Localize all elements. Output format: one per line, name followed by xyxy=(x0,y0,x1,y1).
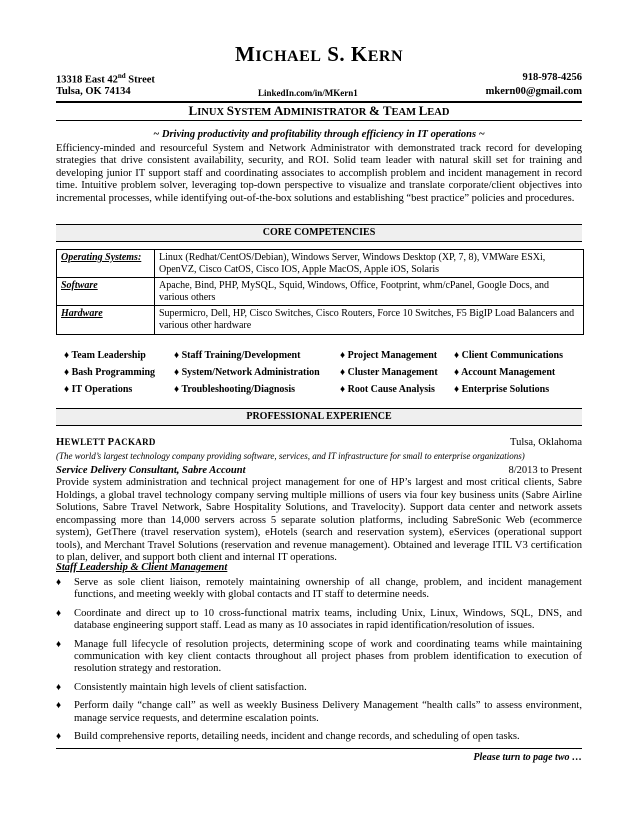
email-link[interactable]: mkern00@gmail.com xyxy=(485,86,582,97)
name-initial: M xyxy=(234,42,256,66)
diamond-bullet-icon: ♦ xyxy=(64,350,70,361)
skill-label: Project Management xyxy=(347,350,438,361)
list-item xyxy=(56,639,582,676)
competency-label: Operating Systems: xyxy=(57,250,155,278)
competency-value: Apache, Bind, PHP, MySQL, Squid, Windows, Office, Footprint, whm/cPanel, Google Docs, and various others xyxy=(155,278,584,306)
title-seg: L xyxy=(418,103,428,118)
skill-label: Account Management xyxy=(461,367,556,378)
table-row xyxy=(57,278,584,306)
list-item xyxy=(56,731,582,743)
title-seg: INUX xyxy=(197,107,227,118)
job-description: Provide system administration and technical project management for one of HP’s largest and most critical clients, Sabre Holdings, a global travel technology company serving multiple millions of users via four key business units (Sabre Airline Solutions, Sabre Travel Network, Sabre Hospitality Solutions, and Travelocity). Support data center and network assets encompassing more than 14,000 servers across 5 separate solution platforms, including SabreSonic Web (ecommerce system), GetThere (travel reservation system), eHotels (search and reservation system), eServices (operational support tools), and Merchant Travel Solutions (reservation and revenue management). Obtained and leverage ITIL V3 certification to plan, deliver, and support both client and internal IT operations. xyxy=(56,477,582,563)
diamond-bullet-icon: ♦ xyxy=(56,577,62,588)
continued-note: Please turn to page two … xyxy=(473,752,582,763)
linkedin-link[interactable]: LinkedIn.com/in/MKern1 xyxy=(258,88,358,98)
diamond-bullet-icon: ♦ xyxy=(174,350,180,361)
phone-number: 918-978-4256 xyxy=(522,72,582,83)
name-first-rest: ICHAEL xyxy=(255,48,322,65)
skill-item xyxy=(454,367,555,378)
name-last-initial: K xyxy=(350,42,368,66)
skill-label: System/Network Administration xyxy=(181,367,320,378)
title-seg: DMINISTRATOR xyxy=(283,107,369,118)
title-divider xyxy=(56,120,582,121)
skill-label: Cluster Management xyxy=(347,367,438,378)
diamond-bullet-icon: ♦ xyxy=(174,367,180,378)
accomplishment-list xyxy=(56,577,582,749)
competency-value: Supermicro, Dell, HP, Cisco Switches, Cisco Routers, Force 10 Switches, F5 BigIP Load Balancers and various other hardware xyxy=(155,306,584,334)
name-middle: S. xyxy=(321,42,351,66)
address-street-number: 13318 East 42 xyxy=(56,74,118,86)
skill-item xyxy=(174,350,300,361)
title-seg: A xyxy=(273,103,284,118)
competency-value: Linux (Redhat/CentOS/Debian), Windows Server, Windows Desktop (XP, 7, 8), VMWare ESXi, OpenVZ, Cisco CatOS, Cisco IOS, Apple MacOS, Apple iOS, Solaris xyxy=(155,250,584,278)
list-item xyxy=(56,608,582,633)
skill-item xyxy=(340,367,438,378)
table-row xyxy=(57,250,584,278)
list-item-text: Perform daily “change call” as well as weekly Business Delivery Management “health calls” to assess environment, manage service requests, and determine escalation points. xyxy=(74,700,582,724)
skill-item xyxy=(64,384,132,395)
title-seg: EAM xyxy=(391,107,419,118)
list-item xyxy=(56,682,582,694)
table-row xyxy=(57,306,584,334)
title-seg: EAD xyxy=(427,107,450,118)
skill-item xyxy=(174,384,295,395)
diamond-bullet-icon: ♦ xyxy=(56,700,62,712)
skill-item xyxy=(174,367,320,378)
list-item-text: Serve as sole client liaison, remotely maintaining ownership of all change, problem, and incident management functions, and meeting weekly with global contacts and IT staff to determine needs. xyxy=(74,577,582,601)
diamond-bullet-icon: ♦ xyxy=(56,607,62,619)
diamond-bullet-icon: ♦ xyxy=(56,681,62,693)
list-item-text: Coordinate and direct up to 10 cross-functional matrix teams, including Unix, Linux, Windows, SQL, DNS, and database engineering support staff. Lead as many as 10 associates in rapid identification/resolution of issues. xyxy=(74,607,582,632)
skill-label: Root Cause Analysis xyxy=(347,384,435,395)
title-seg: YSTEM xyxy=(233,107,274,118)
candidate-name xyxy=(0,42,638,67)
job-dates: 8/2013 to Present xyxy=(508,465,582,476)
diamond-bullet-icon: ♦ xyxy=(56,638,62,650)
skill-item xyxy=(454,350,563,361)
footer-divider xyxy=(56,748,582,749)
skill-item xyxy=(340,384,435,395)
company-seg: P xyxy=(107,437,115,448)
skill-label: Staff Training/Development xyxy=(181,350,301,361)
company-location: Tulsa, Oklahoma xyxy=(510,437,582,448)
title-seg: T xyxy=(382,103,392,118)
summary-paragraph: Efficiency-minded and resourceful System and Network Administrator with demonstrated track record for developing strategies that drive consistent availability, security, and ROI. Solid team leader with natural skill set for training and developing junior IT support staff and coordinating associates to accomplish problem and incident management in record time. Intuitive problem solver, leveraging top-down perspective to visualize and translate corporate/client objectives into incremental processes, while identifying out-of-the-box solutions and establishing “best practice” policies and procedures. xyxy=(56,143,582,204)
address-superscript: nd xyxy=(117,72,126,80)
diamond-bullet-icon: ♦ xyxy=(340,384,346,395)
list-item xyxy=(56,577,582,602)
address-line-2: Tulsa, OK 74134 xyxy=(56,86,131,97)
skill-label: Team Leadership xyxy=(71,350,146,361)
diamond-bullet-icon: ♦ xyxy=(174,384,180,395)
competency-label: Software xyxy=(57,278,155,306)
list-item-text: Consistently maintain high levels of client satisfaction. xyxy=(74,681,307,693)
title-seg: L xyxy=(188,103,198,118)
core-competencies-heading: CORE COMPETENCIES xyxy=(56,224,582,242)
diamond-bullet-icon: ♦ xyxy=(340,367,346,378)
job-line xyxy=(56,465,582,476)
title-seg: S xyxy=(226,103,234,118)
skill-label: Bash Programming xyxy=(71,367,156,378)
company-name xyxy=(56,437,156,448)
skill-label: IT Operations xyxy=(71,384,133,395)
address-street-name: Street xyxy=(125,74,155,86)
skill-label: Enterprise Solutions xyxy=(461,384,550,395)
list-item xyxy=(56,700,582,725)
diamond-bullet-icon: ♦ xyxy=(454,350,460,361)
skill-item xyxy=(64,350,146,361)
list-item-text: Manage full lifecycle of resolution projects, determining scope of work and coordinating teams while maintaining communication with key client contacts throughout all project phases from problem identification to execution of resolution strategy and restoration. xyxy=(74,638,582,675)
address-line-1 xyxy=(56,72,155,86)
diamond-bullet-icon: ♦ xyxy=(340,350,346,361)
competency-label: Hardware xyxy=(57,306,155,334)
company-seg: ACKARD xyxy=(114,437,156,447)
title-seg: & xyxy=(368,103,383,118)
company-seg: EWLETT xyxy=(64,437,108,447)
skill-item xyxy=(340,350,437,361)
list-item-text: Build comprehensive reports, detailing needs, incident and change records, and scheduling of open tasks. xyxy=(74,731,520,743)
professional-title xyxy=(0,103,638,119)
diamond-bullet-icon: ♦ xyxy=(56,731,62,743)
skill-label: Client Communications xyxy=(461,350,564,361)
skill-label: Troubleshooting/Diagnosis xyxy=(181,384,295,395)
skill-item xyxy=(454,384,549,395)
competency-table xyxy=(56,249,584,335)
name-last-rest: ERN xyxy=(367,48,403,65)
diamond-bullet-icon: ♦ xyxy=(64,384,70,395)
skill-item xyxy=(64,367,155,378)
company-description: (The world’s largest technology company providing software, services, and IT infrastructure for small to enterprise organizations) xyxy=(56,451,525,461)
section-subheading: Staff Leadership & Client Management xyxy=(56,562,228,573)
company-seg: H xyxy=(56,437,65,448)
diamond-bullet-icon: ♦ xyxy=(454,367,460,378)
tagline: ~ Driving productivity and profitability through efficiency in IT operations ~ xyxy=(153,129,485,140)
job-title: Service Delivery Consultant, Sabre Account xyxy=(56,465,246,476)
experience-heading: PROFESSIONAL EXPERIENCE xyxy=(56,408,582,426)
diamond-bullet-icon: ♦ xyxy=(454,384,460,395)
diamond-bullet-icon: ♦ xyxy=(64,367,70,378)
